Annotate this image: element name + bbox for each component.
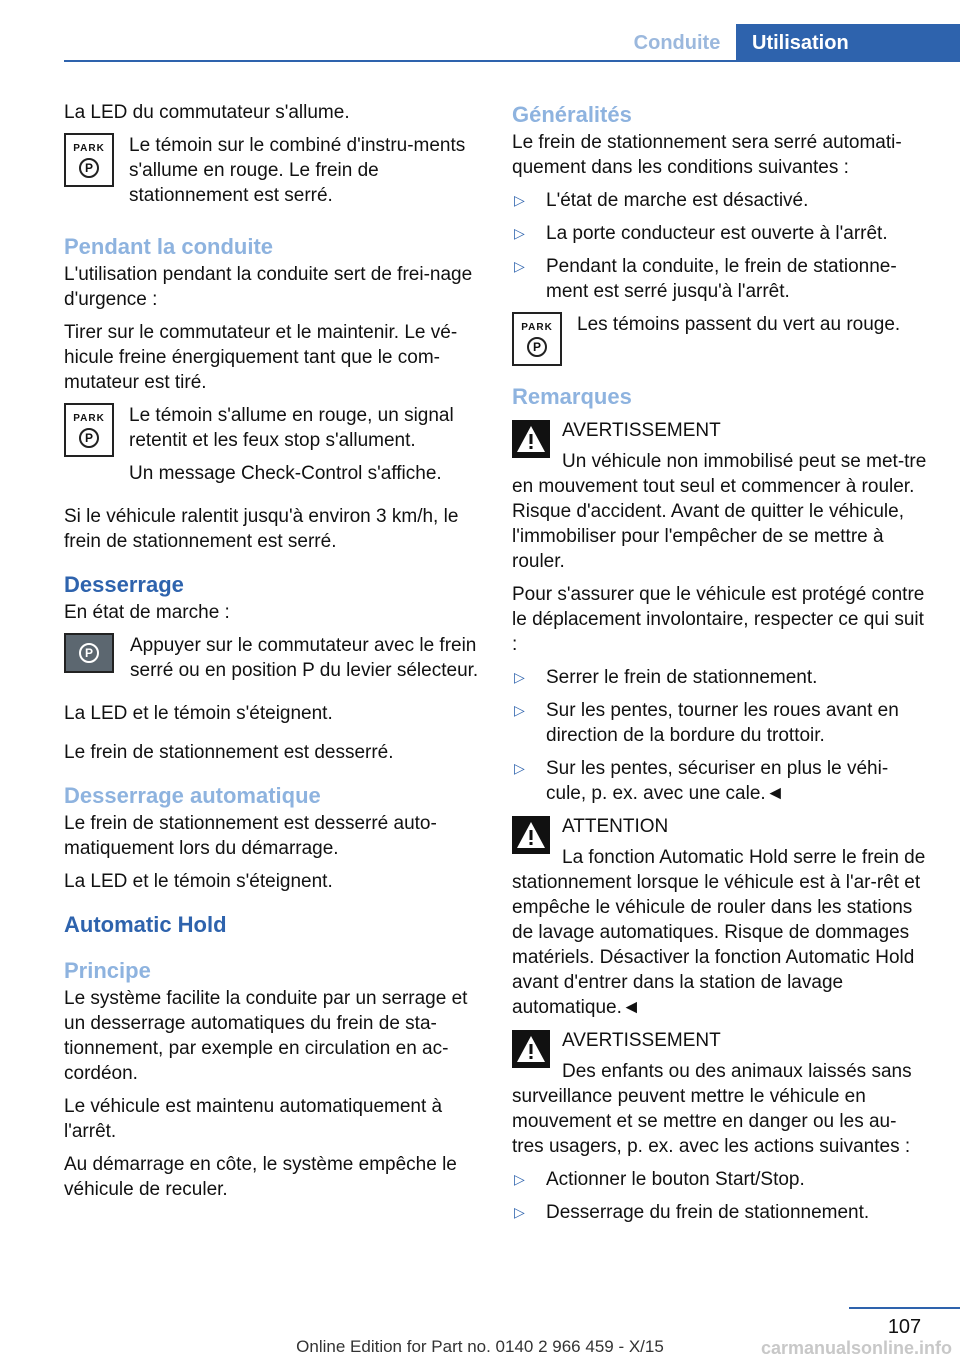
triangle-bullet-icon: ▷ xyxy=(514,669,525,685)
paragraph: L'utilisation pendant la conduite sert de frei-nage d'urgence : xyxy=(64,264,473,310)
bullet-list xyxy=(512,665,928,806)
list-item: ▷ Pendant la conduite, le frein de stationne-ment est serré jusqu'à l'arrêt. xyxy=(514,256,897,302)
footer-rule xyxy=(849,1307,960,1309)
icon-note-text: Le témoin sur le combiné d'instru-ments s'allume en rouge. Le frein de stationnement est serré. xyxy=(129,135,466,206)
heading-principe: Principe xyxy=(64,958,151,983)
warning-block xyxy=(512,814,928,1020)
park-indicator-note xyxy=(64,403,480,494)
paragraph: Le frein de stationnement est desserré. xyxy=(64,742,394,763)
list-item: ▷ L'état de marche est désactivé. xyxy=(514,190,809,211)
park-icon-letter: P xyxy=(79,643,99,663)
triangle-bullet-icon: ▷ xyxy=(514,702,525,718)
warning-text: Un véhicule non immobilisé peut se met-tre en mouvement tout seul et commencer à rouler. Risque d'accident. Avant de quitter le véhicule, l'immobiliser pour l'empêcher de se mettre à rouler. xyxy=(512,451,927,572)
heading-remarques: Remarques xyxy=(512,384,632,409)
bullet-list xyxy=(512,188,928,304)
list-item: ▷ Sur les pentes, tourner les roues avant en direction de la bordure du trottoir. xyxy=(514,700,899,746)
park-icon-word: PARK xyxy=(521,321,553,333)
switch-note xyxy=(64,633,480,691)
park-brake-icon xyxy=(64,403,114,457)
paragraph: Tirer sur le commutateur et le maintenir. Le vé-hicule freine énergiquement tant que le com-mutateur est tiré. xyxy=(64,322,458,393)
paragraph: Le frein de stationnement sera serré automati-quement dans les conditions suivantes : xyxy=(512,132,902,178)
heading-pendant-conduite: Pendant la conduite xyxy=(64,234,274,259)
page-number: 107 xyxy=(887,1316,922,1338)
park-icon-word: PARK xyxy=(73,142,105,154)
heading-automatic-hold: Automatic Hold xyxy=(64,912,227,937)
header-rule xyxy=(64,60,960,62)
paragraph: La LED et le témoin s'éteignent. xyxy=(64,871,333,892)
list-item: ▷ Desserrage du frein de stationnement. xyxy=(514,1202,870,1223)
paragraph: Au démarrage en côte, le système empêche le véhicule de reculer. xyxy=(64,1154,457,1200)
warning-block xyxy=(512,1028,928,1159)
heading-desserrage-automatique: Desserrage automatique xyxy=(64,783,321,808)
icon-note-text: Le témoin s'allume en rouge, un signal retentit et les feux stop s'allument. xyxy=(129,405,454,451)
triangle-bullet-icon: ▷ xyxy=(514,1171,525,1187)
park-brake-icon xyxy=(512,312,562,366)
icon-note-text: Appuyer sur le commutateur avec le frein serré ou en position P du levier sélecteur. xyxy=(130,635,479,681)
triangle-bullet-icon: ▷ xyxy=(514,225,525,241)
triangle-bullet-icon: ▷ xyxy=(514,192,525,208)
heading-generalites: Généralités xyxy=(512,102,632,127)
warning-title: AVERTISSEMENT xyxy=(562,420,721,441)
right-column xyxy=(512,100,928,1233)
park-icon-letter: P xyxy=(79,428,99,448)
paragraph: Le frein de stationnement est desserré auto-matiquement lors du démarrage. xyxy=(64,813,437,859)
triangle-bullet-icon: ▷ xyxy=(514,1204,525,1220)
warning-title: AVERTISSEMENT xyxy=(562,1030,721,1051)
paragraph: Si le véhicule ralentit jusqu'à environ 3 km/h, le frein de stationnement est serré. xyxy=(64,506,459,552)
list-item: ▷ Serrer le frein de stationnement. xyxy=(514,667,818,688)
triangle-bullet-icon: ▷ xyxy=(514,760,525,776)
header-section-tab: Conduite xyxy=(633,32,721,54)
paragraph: La LED et le témoin s'éteignent. xyxy=(64,703,333,724)
paragraph: Pour s'assurer que le véhicule est protégé contre le déplacement involontaire, respecter ce qui suit : xyxy=(512,584,925,655)
warning-title: ATTENTION xyxy=(562,816,669,837)
warning-triangle-icon xyxy=(512,420,550,458)
warning-text: La fonction Automatic Hold serre le frein de stationnement lorsque le véhicule est à l'ar-rêt et empêche le véhicule de rouler dans les stations de lavage automatiques. Risque de dommages matériels. Désactiver la fonction Automatic Hold avant d'entrer dans la station de lavage automatique.◄ xyxy=(512,847,926,1018)
park-icon-letter: P xyxy=(527,337,547,357)
paragraph: En état de marche : xyxy=(64,602,230,623)
bullet-list xyxy=(512,1167,928,1225)
list-item: ▷ La porte conducteur est ouverte à l'arrêt. xyxy=(514,223,888,244)
list-item: ▷ Sur les pentes, sécuriser en plus le véhi-cule, p. ex. avec une cale.◄ xyxy=(514,758,889,804)
warning-triangle-icon xyxy=(512,1030,550,1068)
icon-note-text: Les témoins passent du vert au rouge. xyxy=(577,314,901,335)
watermark: carmanualsonline.info xyxy=(760,1338,952,1358)
heading-desserrage: Desserrage xyxy=(64,572,184,597)
triangle-bullet-icon: ▷ xyxy=(514,258,525,274)
edition-footer: Online Edition for Part no. 0140 2 966 459 - X/15 xyxy=(296,1337,664,1356)
park-indicator-note xyxy=(64,133,480,216)
park-icon-letter: P xyxy=(79,158,99,178)
park-icon-word: PARK xyxy=(73,412,105,424)
header-current-tab: Utilisation xyxy=(736,24,960,60)
paragraph: Le véhicule est maintenu automatiquement à l'arrêt. xyxy=(64,1096,443,1142)
warning-triangle-icon xyxy=(512,816,550,854)
warning-text: Des enfants ou des animaux laissés sans surveillance peuvent mettre le véhicule en mouvement et se mettre en danger ou les au-tres usagers, p. ex. avec les actions suivantes : xyxy=(512,1061,912,1157)
park-indicator-note xyxy=(512,312,928,366)
list-item: ▷ Actionner le bouton Start/Stop. xyxy=(514,1169,805,1190)
paragraph: Le système facilite la conduite par un serrage et un desserrage automatiques du frein de sta-tionnement, par exemple en circulation en ac-cordéon. xyxy=(64,988,468,1084)
left-column xyxy=(64,100,480,1210)
warning-block xyxy=(512,418,928,574)
parking-brake-switch-icon xyxy=(64,633,114,673)
paragraph: La LED du commutateur s'allume. xyxy=(64,102,350,123)
icon-note-text: Un message Check-Control s'affiche. xyxy=(129,463,442,484)
park-brake-icon xyxy=(64,133,114,187)
